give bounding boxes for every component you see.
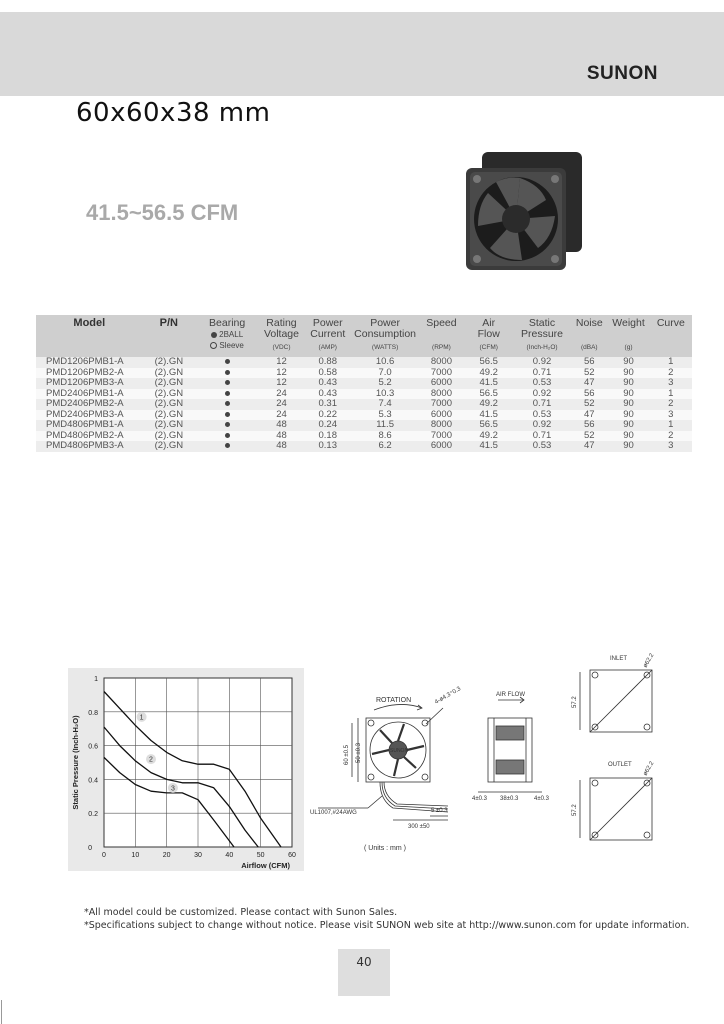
- strip-length-label: 5 ±0.3: [431, 808, 448, 814]
- noise-cell: 56: [571, 389, 607, 400]
- pn-cell: (2).GN: [143, 420, 195, 431]
- bearing-cell: [195, 431, 259, 442]
- model-cell: PMD1206PMB2-A: [36, 368, 143, 379]
- noise-cell: 47: [571, 410, 607, 421]
- bearing-cell: [195, 420, 259, 431]
- hole-dim-label: 4-ø4.3⁺0.3: [434, 686, 462, 706]
- bearing-cell: [195, 389, 259, 400]
- page-number: 40: [356, 955, 372, 969]
- curve-label-3: 3: [170, 785, 175, 793]
- ball-bearing-icon: [225, 359, 230, 364]
- voltage-cell: 12: [259, 368, 303, 379]
- brand-logo: SUNON: [586, 63, 658, 84]
- curve-cell: 1: [650, 420, 692, 431]
- bearing-cell: [195, 378, 259, 389]
- y-tick-label: 0.6: [88, 743, 98, 751]
- pressure-cell: 0.53: [513, 441, 571, 452]
- power-cell: 5.2: [352, 378, 418, 389]
- curve-cell: 2: [650, 399, 692, 410]
- current-cell: 0.31: [304, 399, 352, 410]
- airflow-cell: 49.2: [465, 431, 513, 442]
- col-bearing: Bearing 2BALL Sleeve: [195, 315, 259, 357]
- x-tick-label: 60: [288, 852, 296, 859]
- curve-cell: 2: [650, 431, 692, 442]
- bearing-cell: [195, 368, 259, 379]
- page-edge-mark: [1, 1000, 2, 1024]
- dim-60-label: 60 ±0.5: [344, 745, 350, 765]
- weight-cell: 90: [607, 357, 649, 368]
- col-voltage: Rating Voltage (VDC): [259, 315, 303, 357]
- weight-cell: 90: [607, 378, 649, 389]
- rotation-label: ROTATION: [376, 697, 412, 704]
- pn-cell: (2).GN: [143, 368, 195, 379]
- x-tick-label: 0: [102, 852, 106, 859]
- voltage-cell: 48: [259, 441, 303, 452]
- sleeve-bearing-icon: [210, 342, 217, 349]
- noise-cell: 56: [571, 420, 607, 431]
- col-consumption: Power Consumption (WATTS): [352, 315, 418, 357]
- weight-cell: 90: [607, 410, 649, 421]
- pn-cell: (2).GN: [143, 389, 195, 400]
- voltage-cell: 48: [259, 431, 303, 442]
- ball-bearing-icon: [225, 380, 230, 385]
- fan-photo: [460, 150, 590, 275]
- model-cell: PMD1206PMB1-A: [36, 357, 143, 368]
- inlet-diag-label: ø62.2: [642, 652, 656, 669]
- power-cell: 11.5: [352, 420, 418, 431]
- col-pn: P/N: [143, 315, 195, 357]
- current-cell: 0.43: [304, 389, 352, 400]
- voltage-cell: 24: [259, 389, 303, 400]
- y-tick-label: 0.8: [88, 709, 98, 717]
- dim-50-label: 50 ±0.3: [356, 743, 362, 763]
- cable-spec-label: UL1007,#24AWG: [310, 810, 357, 816]
- voltage-cell: 48: [259, 420, 303, 431]
- footnote: *All model could be customized. Please contact with Sunon Sales.: [84, 907, 398, 918]
- col-airflow: Air Flow (CFM): [465, 315, 513, 357]
- x-tick-label: 50: [256, 852, 265, 859]
- power-cell: 7.4: [352, 399, 418, 410]
- speed-cell: 8000: [418, 420, 464, 431]
- speed-cell: 7000: [418, 431, 464, 442]
- performance-chart: [68, 668, 304, 871]
- noise-cell: 47: [571, 378, 607, 389]
- x-tick-label: 10: [131, 852, 140, 859]
- pn-cell: (2).GN: [143, 357, 195, 368]
- airflow-cell: 56.5: [465, 420, 513, 431]
- bearing-cell: [195, 410, 259, 421]
- current-cell: 0.18: [304, 431, 352, 442]
- inlet-side-label: 57.2: [572, 696, 578, 708]
- airflow-cell: 56.5: [465, 357, 513, 368]
- voltage-cell: 24: [259, 410, 303, 421]
- power-cell: 10.3: [352, 389, 418, 400]
- spec-table: [36, 315, 692, 452]
- y-tick-label: 0.2: [88, 811, 98, 819]
- pressure-cell: 0.71: [513, 368, 571, 379]
- pn-cell: (2).GN: [143, 431, 195, 442]
- outlet-label: OUTLET: [608, 762, 632, 768]
- pressure-cell: 0.53: [513, 378, 571, 389]
- ball-bearing-icon: [211, 332, 217, 338]
- speed-cell: 6000: [418, 441, 464, 452]
- power-cell: 6.2: [352, 441, 418, 452]
- pressure-cell: 0.53: [513, 410, 571, 421]
- pressure-cell: 0.92: [513, 420, 571, 431]
- power-cell: 5.3: [352, 410, 418, 421]
- curve-cell: 3: [650, 378, 692, 389]
- noise-cell: 52: [571, 431, 607, 442]
- right-flange-label: 4±0.3: [534, 796, 549, 802]
- model-cell: PMD2406PMB2-A: [36, 399, 143, 410]
- table-row: [36, 378, 692, 389]
- curve-cell: 3: [650, 410, 692, 421]
- x-tick-label: 40: [225, 852, 234, 859]
- power-cell: 10.6: [352, 357, 418, 368]
- current-cell: 0.22: [304, 410, 352, 421]
- footnotes: [84, 906, 689, 932]
- outlet-side-label: 57.2: [572, 804, 578, 816]
- speed-cell: 8000: [418, 357, 464, 368]
- speed-cell: 6000: [418, 410, 464, 421]
- pressure-cell: 0.92: [513, 389, 571, 400]
- footnote: *Specifications subject to change without notice. Please visit SUNON web site at http://www.sunon.com for update information.: [84, 920, 690, 931]
- airflow-cell: 41.5: [465, 378, 513, 389]
- model-cell: PMD1206PMB3-A: [36, 378, 143, 389]
- airflow-cell: 49.2: [465, 399, 513, 410]
- model-cell: PMD2406PMB3-A: [36, 410, 143, 421]
- origin-label: 0: [88, 845, 92, 852]
- table-row: [36, 441, 692, 452]
- pressure-cell: 0.71: [513, 431, 571, 442]
- model-cell: PMD2406PMB1-A: [36, 389, 143, 400]
- pn-cell: (2).GN: [143, 378, 195, 389]
- speed-cell: 8000: [418, 389, 464, 400]
- noise-cell: 56: [571, 357, 607, 368]
- pn-cell: (2).GN: [143, 399, 195, 410]
- ball-bearing-icon: [225, 391, 230, 396]
- current-cell: 0.13: [304, 441, 352, 452]
- noise-cell: 47: [571, 441, 607, 452]
- x-axis-label: Airflow (CFM): [241, 861, 290, 870]
- weight-cell: 90: [607, 368, 649, 379]
- table-row: [36, 399, 692, 410]
- weight-cell: 90: [607, 399, 649, 410]
- noise-cell: 52: [571, 368, 607, 379]
- noise-cell: 52: [571, 399, 607, 410]
- curve-label-1: 1: [139, 714, 144, 722]
- x-tick-label: 30: [194, 852, 202, 859]
- airflow-label: AIR FLOW: [496, 692, 526, 698]
- col-current: Power Current (AMP): [304, 315, 352, 357]
- airflow-cell: 49.2: [465, 368, 513, 379]
- airflow-cell: 41.5: [465, 441, 513, 452]
- current-cell: 0.43: [304, 378, 352, 389]
- page-title: 60x60x38 mm: [76, 98, 271, 128]
- curve-cell: 3: [650, 441, 692, 452]
- speed-cell: 7000: [418, 399, 464, 410]
- pressure-cell: 0.92: [513, 357, 571, 368]
- performance-chart-panel: [68, 668, 304, 871]
- ball-bearing-icon: [225, 412, 230, 417]
- left-flange-label: 4±0.3: [472, 796, 487, 802]
- table-row: [36, 357, 692, 368]
- ball-bearing-icon: [225, 443, 230, 448]
- voltage-cell: 12: [259, 357, 303, 368]
- bearing-cell: [195, 399, 259, 410]
- depth-label: 38±0.3: [500, 796, 519, 802]
- weight-cell: 90: [607, 431, 649, 442]
- y-axis-label: Static Pressure (Inch-H₂O): [71, 715, 80, 810]
- units-label: ( Units : mm ): [364, 845, 406, 852]
- weight-cell: 90: [607, 420, 649, 431]
- inlet-label: INLET: [610, 656, 628, 662]
- col-speed: Speed (RPM): [418, 315, 464, 357]
- model-cell: PMD4806PMB2-A: [36, 431, 143, 442]
- col-pressure: Static Pressure (Inch-H₂O): [513, 315, 571, 357]
- pressure-cell: 0.71: [513, 399, 571, 410]
- airflow-cell: 41.5: [465, 410, 513, 421]
- voltage-cell: 24: [259, 399, 303, 410]
- airflow-cell: 56.5: [465, 389, 513, 400]
- bearing-cell: [195, 441, 259, 452]
- weight-cell: 90: [607, 389, 649, 400]
- curve-label-2: 2: [149, 756, 153, 764]
- weight-cell: 90: [607, 441, 649, 452]
- current-cell: 0.58: [304, 368, 352, 379]
- model-cell: PMD4806PMB1-A: [36, 420, 143, 431]
- col-curve: Curve: [650, 315, 692, 357]
- dimension-drawing: [308, 640, 688, 880]
- airflow-range: 41.5~56.5 CFM: [86, 200, 239, 225]
- ball-bearing-icon: [225, 370, 230, 375]
- col-noise: Noise (dBA): [571, 315, 607, 357]
- pn-cell: (2).GN: [143, 410, 195, 421]
- voltage-cell: 12: [259, 378, 303, 389]
- x-tick-label: 20: [162, 852, 171, 859]
- curve-cell: 2: [650, 368, 692, 379]
- ball-bearing-icon: [225, 401, 230, 406]
- current-cell: 0.24: [304, 420, 352, 431]
- curve-cell: 1: [650, 389, 692, 400]
- cable-length-label: 300 ±50: [408, 824, 430, 830]
- col-model: Model: [36, 315, 143, 357]
- current-cell: 0.88: [304, 357, 352, 368]
- model-cell: PMD4806PMB3-A: [36, 441, 143, 452]
- fan-brand-label: SUNON: [390, 748, 409, 754]
- ball-bearing-icon: [225, 433, 230, 438]
- power-cell: 8.6: [352, 431, 418, 442]
- table-row: [36, 420, 692, 431]
- curve-cell: 1: [650, 357, 692, 368]
- power-cell: 7.0: [352, 368, 418, 379]
- y-tick-label: 1: [94, 676, 98, 683]
- speed-cell: 6000: [418, 378, 464, 389]
- bearing-cell: [195, 357, 259, 368]
- speed-cell: 7000: [418, 368, 464, 379]
- pn-cell: (2).GN: [143, 441, 195, 452]
- col-weight: Weight (g): [607, 315, 649, 357]
- y-tick-label: 0.4: [88, 777, 98, 785]
- outlet-diag-label: ø62.2: [642, 760, 656, 777]
- ball-bearing-icon: [225, 422, 230, 427]
